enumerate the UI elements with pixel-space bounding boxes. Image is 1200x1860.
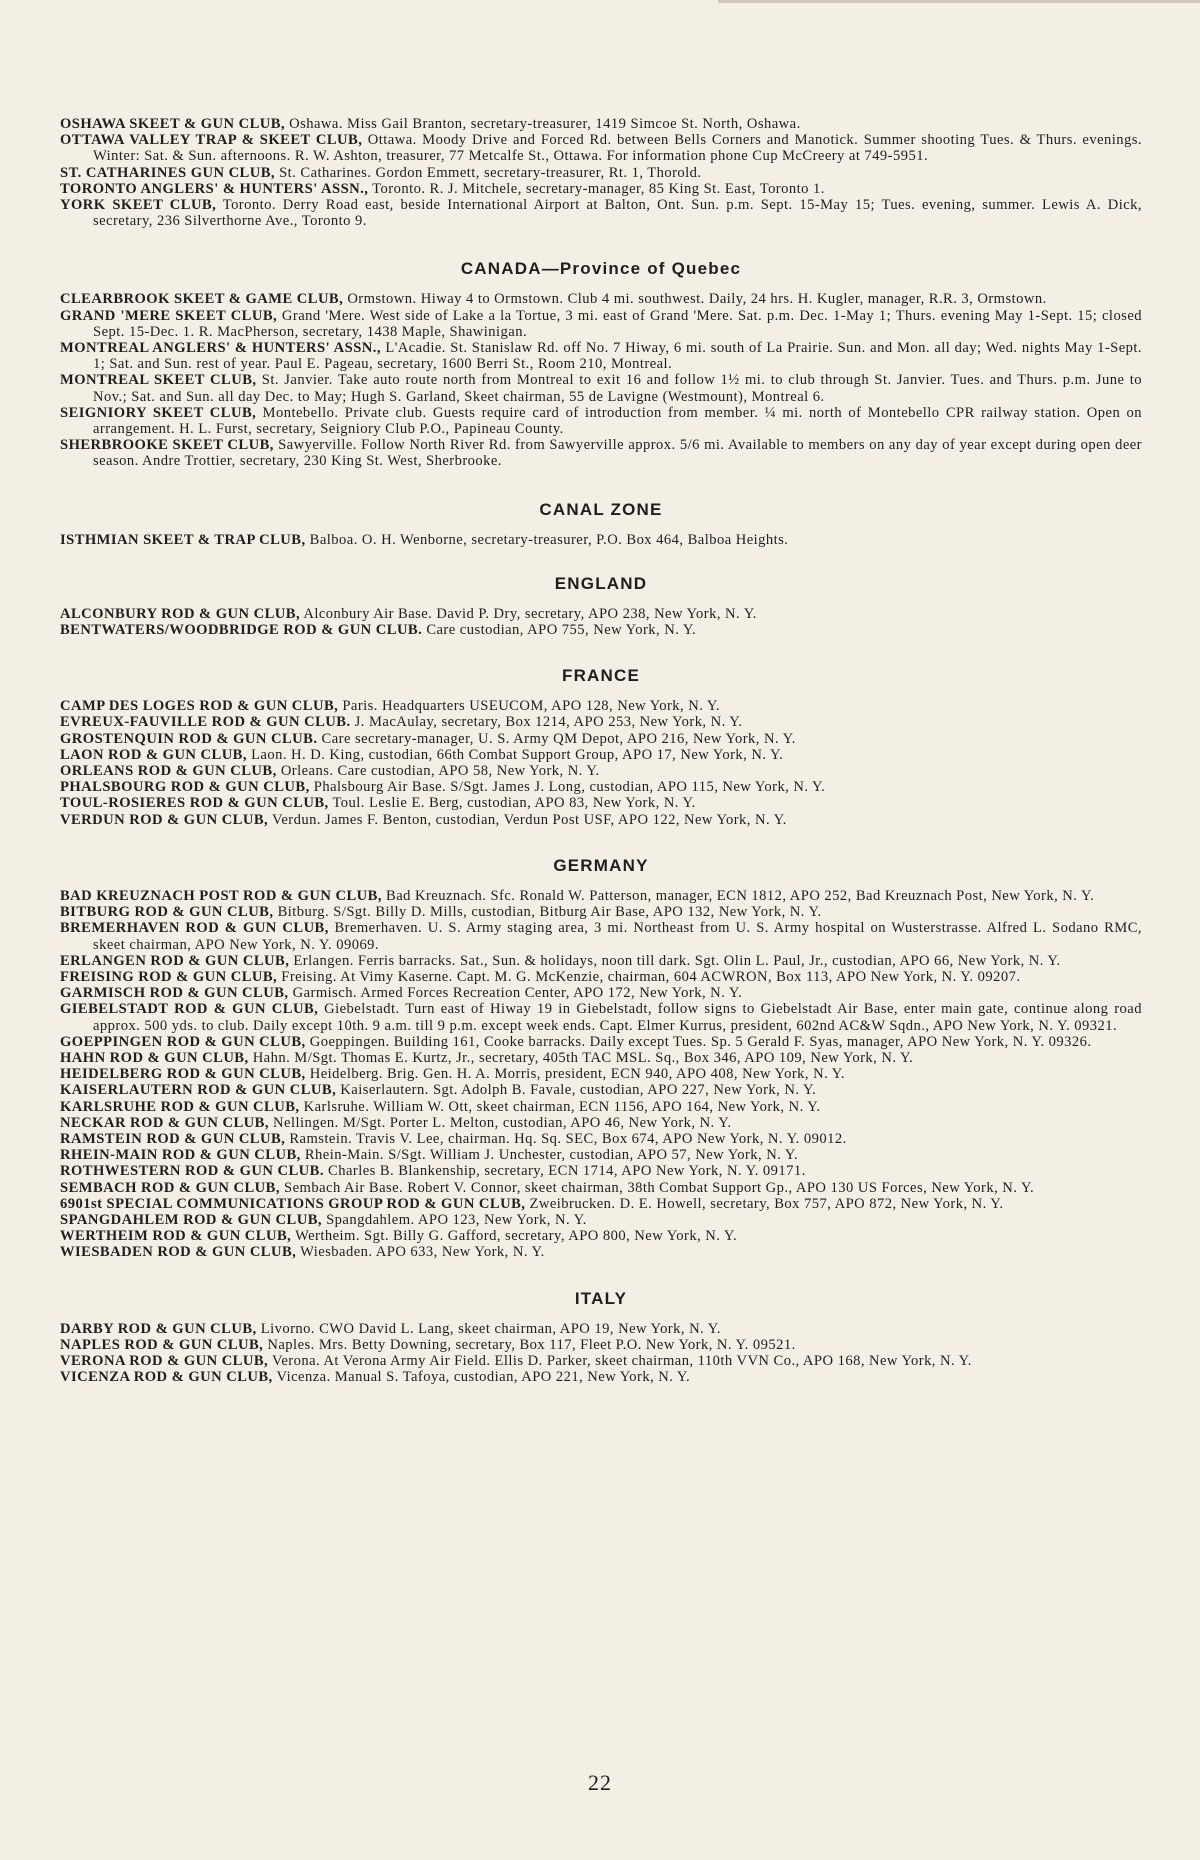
club-entry xyxy=(60,1099,1142,1115)
club-name: ALCONBURY ROD & GUN CLUB, xyxy=(60,605,301,622)
club-details: Spangdahlem. APO 123, New York, N. Y. xyxy=(322,1211,587,1228)
club-entry xyxy=(60,779,1142,795)
club-entry xyxy=(60,1244,1142,1260)
club-details: Grand 'Mere. West side of Lake a la Tortue, 3 mi. east of Grand 'Mere. Sat. p.m. Dec. 1-May 1; Thurs. evening May 1-Sept. 15; closed Sept. 15-Dec. 1. R. MacPherson, secretary, 1438 Maple, Shawinigan. xyxy=(93,307,1142,340)
directory-section xyxy=(60,500,1142,548)
club-name: ORLEANS ROD & GUN CLUB, xyxy=(60,763,277,780)
club-details: Sembach Air Base. Robert V. Connor, skeet chairman, 38th Combat Support Gp., APO 130 US Forces, New York, N. Y. xyxy=(279,1179,1035,1196)
club-details: Balboa. O. H. Wenborne, secretary-treasurer, P.O. Box 464, Balboa Heights. xyxy=(305,531,789,548)
club-details: Paris. Headquarters USEUCOM, APO 128, New York, N. Y. xyxy=(338,698,721,715)
club-details: Alconbury Air Base. David P. Dry, secretary, APO 238, New York, N. Y. xyxy=(300,605,757,622)
club-entry xyxy=(60,1163,1142,1179)
club-entry xyxy=(60,532,1142,548)
club-name: VERONA ROD & GUN CLUB, xyxy=(60,1352,269,1369)
club-details: Garmisch. Armed Forces Recreation Center, APO 172, New York, N. Y. xyxy=(288,985,743,1002)
club-name: RHEIN-MAIN ROD & GUN CLUB, xyxy=(60,1147,301,1164)
club-details: Freising. At Vimy Kaserne. Capt. M. G. McKenzie, chairman, 604 ACWRON, Box 113, APO New York, N. Y. 09207. xyxy=(277,968,1021,985)
club-details: Hahn. M/Sgt. Thomas E. Kurtz, Jr., secretary, 405th TAC MSL. Sq., Box 346, APO 109, New York, N. Y. xyxy=(248,1049,914,1066)
section-heading: CANAL ZONE xyxy=(539,499,663,519)
club-details: Laon. H. D. King, custodian, 66th Combat Support Group, APO 17, New York, N. Y. xyxy=(246,746,784,763)
club-details: Livorno. CWO David L. Lang, skeet chairman, APO 19, New York, N. Y. xyxy=(256,1320,721,1337)
club-name: KAISERLAUTERN ROD & GUN CLUB, xyxy=(60,1082,337,1099)
club-entry xyxy=(60,920,1142,952)
club-name: CAMP DES LOGES ROD & GUN CLUB, xyxy=(60,698,339,715)
club-name: GOEPPINGEN ROD & GUN CLUB, xyxy=(60,1033,306,1050)
club-name: SHERBROOKE SKEET CLUB, xyxy=(60,437,274,454)
club-details: Ramstein. Travis V. Lee, chairman. Hq. Sq. SEC, Box 674, APO New York, N. Y. 09012. xyxy=(285,1130,847,1147)
club-details: Toronto. R. J. Mitchele, secretary-manager, 85 King St. East, Toronto 1. xyxy=(368,180,825,197)
club-name: NAPLES ROD & GUN CLUB, xyxy=(60,1336,264,1353)
club-name: SEMBACH ROD & GUN CLUB, xyxy=(60,1179,280,1196)
club-entry xyxy=(60,132,1142,164)
club-entry xyxy=(60,1212,1142,1228)
club-entry xyxy=(60,1082,1142,1098)
club-name: HEIDELBERG ROD & GUN CLUB, xyxy=(60,1066,306,1083)
club-details: Oshawa. Miss Gail Branton, secretary-treasurer, 1419 Simcoe St. North, Oshawa. xyxy=(285,116,801,132)
club-details: Care secretary-manager, U. S. Army QM Depot, APO 216, New York, N. Y. xyxy=(317,730,796,747)
club-name: GRAND 'MERE SKEET CLUB, xyxy=(60,307,278,324)
club-name: OTTAWA VALLEY TRAP & SKEET CLUB, xyxy=(60,132,363,149)
club-entry xyxy=(60,812,1142,828)
club-entry xyxy=(60,308,1142,340)
club-details: Rhein-Main. S/Sgt. William J. Unchester, custodian, APO 57, New York, N. Y. xyxy=(300,1147,799,1164)
club-name: BENTWATERS/WOODBRIDGE ROD & GUN CLUB. xyxy=(60,622,423,639)
directory-section xyxy=(60,856,1142,1261)
club-entry xyxy=(60,731,1142,747)
section-heading: FRANCE xyxy=(561,666,641,686)
club-details: Charles B. Blankenship, secretary, ECN 1714, APO New York, N. Y. 09171. xyxy=(323,1163,806,1180)
club-name: GARMISCH ROD & GUN CLUB, xyxy=(60,985,289,1002)
club-entry xyxy=(60,437,1142,469)
club-entry xyxy=(60,291,1142,307)
club-name: ROTHWESTERN ROD & GUN CLUB. xyxy=(60,1163,324,1180)
club-entry xyxy=(60,340,1142,372)
club-entry xyxy=(60,372,1142,404)
club-entry xyxy=(60,1369,1142,1385)
club-entry xyxy=(60,606,1142,622)
club-details: Ormstown. Hiway 4 to Ormstown. Club 4 mi. southwest. Daily, 24 hrs. H. Kugler, manager, R.R. 3, Ormstown. xyxy=(343,291,1047,308)
club-name: GIEBELSTADT ROD & GUN CLUB, xyxy=(60,1001,319,1018)
club-name: ERLANGEN ROD & GUN CLUB, xyxy=(60,952,290,969)
club-name: OSHAWA SKEET & GUN CLUB, xyxy=(60,116,286,132)
club-details: Goeppingen. Building 161, Cooke barracks. Daily except Tues. Sp. 5 Gerald F. Syas, manager, APO New York, N. Y. 09326. xyxy=(305,1033,1092,1050)
club-name: BAD KREUZNACH POST ROD & GUN CLUB, xyxy=(60,887,382,904)
club-name: PHALSBOURG ROD & GUN CLUB, xyxy=(60,779,310,796)
club-name: MONTREAL SKEET CLUB, xyxy=(60,372,257,389)
club-details: Toul. Leslie E. Berg, custodian, APO 83, New York, N. Y. xyxy=(328,795,696,812)
club-entry xyxy=(60,1196,1142,1212)
directory-section xyxy=(60,666,1142,828)
club-name: FREISING ROD & GUN CLUB, xyxy=(60,968,278,985)
club-entry xyxy=(60,714,1142,730)
club-details: Verdun. James F. Benton, custodian, Verdun Post USF, APO 122, New York, N. Y. xyxy=(268,811,787,828)
club-details: Karlsruhe. William W. Ott, skeet chairman, ECN 1156, APO 164, New York, N. Y. xyxy=(299,1098,821,1115)
club-details: Nellingen. M/Sgt. Porter L. Melton, custodian, APO 46, New York, N. Y. xyxy=(268,1114,732,1131)
club-name: VICENZA ROD & GUN CLUB, xyxy=(60,1369,273,1386)
club-entry xyxy=(60,985,1142,1001)
club-name: SEIGNIORY SKEET CLUB, xyxy=(60,404,257,421)
club-entry xyxy=(60,1131,1142,1147)
club-entry xyxy=(60,904,1142,920)
club-details: Montebello. Private club. Guests require card of introduction from member. ¼ mi. north of Montebello CPR railway station. Open on arrangement. H. L. Furst, secretary, Seigniory Club P.O., Papineau County. xyxy=(93,404,1142,438)
club-name: RAMSTEIN ROD & GUN CLUB, xyxy=(60,1130,286,1147)
club-name: KARLSRUHE ROD & GUN CLUB, xyxy=(60,1098,300,1115)
club-name: DARBY ROD & GUN CLUB, xyxy=(60,1320,257,1337)
club-entry xyxy=(60,888,1142,904)
club-entry xyxy=(60,795,1142,811)
club-name: EVREUX-FAUVILLE ROD & GUN CLUB. xyxy=(60,714,351,731)
club-name: ST. CATHARINES GUN CLUB, xyxy=(60,164,276,181)
directory-section xyxy=(60,1289,1142,1386)
club-entry xyxy=(60,763,1142,779)
club-name: BITBURG ROD & GUN CLUB, xyxy=(60,904,274,921)
directory-section xyxy=(60,574,1142,638)
club-details: Orleans. Care custodian, APO 58, New York, N. Y. xyxy=(276,763,600,780)
directory-section xyxy=(60,259,1142,469)
club-name: WERTHEIM ROD & GUN CLUB, xyxy=(60,1228,292,1245)
club-entry xyxy=(60,698,1142,714)
club-entry xyxy=(60,1337,1142,1353)
club-details: L'Acadie. St. Stanislaw Rd. off No. 7 Hiway, 6 mi. south of La Prairie. Sun. and Mon. all day; Wed. nights May 1-Sept. 1; Sat. and Sun. rest of year. Paul E. Pageau, secretary, 1600 Berri St., Room 210, Montreal. xyxy=(93,340,1142,373)
club-details: Verona. At Verona Army Air Field. Ellis D. Parker, skeet chairman, 110th VVN Co., APO 168, New York, N. Y. xyxy=(268,1352,972,1369)
club-details: Sawyerville. Follow North River Rd. from Sawyerville approx. 5/6 mi. Available to members on any day of year except during open deer season. Andre Trottier, secretary, 230 King St. West, Sherbrooke. xyxy=(93,437,1142,470)
club-entry xyxy=(60,165,1142,181)
club-name: TORONTO ANGLERS' & HUNTERS' ASSN., xyxy=(60,180,369,197)
club-directory xyxy=(60,116,1142,1385)
club-name: YORK SKEET CLUB, xyxy=(60,197,217,214)
club-name: BREMERHAVEN ROD & GUN CLUB, xyxy=(60,920,329,937)
club-entry xyxy=(60,953,1142,969)
top-rule xyxy=(718,0,1200,3)
section-heading: GERMANY xyxy=(553,855,649,875)
club-details: J. MacAulay, secretary, Box 1214, APO 253, New York, N. Y. xyxy=(350,714,743,731)
club-entry xyxy=(60,1353,1142,1369)
club-entry xyxy=(60,1050,1142,1066)
club-details: Toronto. Derry Road east, beside International Airport at Balton, Ont. Sun. p.m. Sept. 15-May 15; Tues. evening, summer. Lewis A. Dick, secretary, 236 Silverthorne Ave., Toronto 9. xyxy=(93,197,1142,230)
club-name: GROSTENQUIN ROD & GUN CLUB. xyxy=(60,730,318,747)
club-entry xyxy=(60,622,1142,638)
club-details: Wertheim. Sgt. Billy G. Gafford, secretary, APO 800, New York, N. Y. xyxy=(291,1228,738,1245)
club-entry xyxy=(60,1066,1142,1082)
club-details: Ottawa. Moody Drive and Forced Rd. between Bells Corners and Manotick. Summer shooting Tues. & Thurs. evenings. Winter: Sat. & Sun. afternoons. R. W. Ashton, treasurer, 77 Metcalfe St., Ottawa. For information phone Cup McCreery at 749-5951. xyxy=(93,132,1142,165)
club-entry xyxy=(60,1321,1142,1337)
club-entry xyxy=(60,747,1142,763)
club-details: St. Catharines. Gordon Emmett, secretary-treasurer, Rt. 1, Thorold. xyxy=(275,164,702,181)
club-details: Bad Kreuznach. Sfc. Ronald W. Patterson, manager, ECN 1812, APO 252, Bad Kreuznach Post, New York, N. Y. xyxy=(381,887,1095,904)
club-name: ISTHMIAN SKEET & TRAP CLUB, xyxy=(60,531,306,548)
club-name: TOUL-ROSIERES ROD & GUN CLUB, xyxy=(60,795,329,812)
club-name: NECKAR ROD & GUN CLUB, xyxy=(60,1114,269,1131)
directory-section xyxy=(60,116,1142,229)
section-heading: ITALY xyxy=(574,1288,628,1308)
club-name: SPANGDAHLEM ROD & GUN CLUB, xyxy=(60,1211,323,1228)
section-heading: ENGLAND xyxy=(554,573,648,593)
club-name: WIESBADEN ROD & GUN CLUB, xyxy=(60,1244,297,1261)
club-entry xyxy=(60,969,1142,985)
club-details: Phalsbourg Air Base. S/Sgt. James J. Long, custodian, APO 115, New York, N. Y. xyxy=(309,779,826,796)
club-entry xyxy=(60,1034,1142,1050)
club-details: Giebelstadt. Turn east of Hiway 19 in Giebelstadt, follow signs to Giebelstadt Air Base, enter main gate, continue along road approx. 500 yds. to club. Daily except 10th. 9 a.m. till 9 p.m. except week ends. Capt. Elmer Kurrus, president, 602nd AC&W Sqdn., APO New York, N. Y. 09321. xyxy=(93,1001,1142,1034)
club-details: St. Janvier. Take auto route north from Montreal to exit 16 and follow 1½ mi. to club through St. Janvier. Tues. and Thurs. p.m. June to Nov.; Sat. and Sun. all day Dec. to May; Hugh S. Garland, Skeet chairman, 55 de Lavigne (Westmount), Montreal 6. xyxy=(93,372,1142,405)
club-name: 6901st SPECIAL COMMUNICATIONS GROUP ROD & GUN CLUB, xyxy=(60,1195,526,1212)
club-name: MONTREAL ANGLERS' & HUNTERS' ASSN., xyxy=(60,340,381,357)
club-details: Kaiserlautern. Sgt. Adolph B. Favale, custodian, APO 227, New York, N. Y. xyxy=(336,1082,817,1099)
club-entry xyxy=(60,1180,1142,1196)
club-name: VERDUN ROD & GUN CLUB, xyxy=(60,811,269,828)
club-entry xyxy=(60,1115,1142,1131)
club-details: Naples. Mrs. Betty Downing, secretary, Box 117, Fleet P.O. New York, N. Y. 09521. xyxy=(263,1336,796,1353)
club-name: HAHN ROD & GUN CLUB, xyxy=(60,1049,249,1066)
club-details: Erlangen. Ferris barracks. Sat., Sun. & holidays, noon till dark. Sgt. Olin L. Paul, Jr., custodian, APO 66, New York, N. Y. xyxy=(289,952,1061,969)
club-entry xyxy=(60,116,1142,132)
club-name: LAON ROD & GUN CLUB, xyxy=(60,746,247,763)
club-details: Bitburg. S/Sgt. Billy D. Mills, custodian, Bitburg Air Base, APO 132, New York, N. Y. xyxy=(273,904,822,921)
club-entry xyxy=(60,405,1142,437)
club-entry xyxy=(60,181,1142,197)
club-name: CLEARBROOK SKEET & GAME CLUB, xyxy=(60,291,344,308)
club-details: Zweibrucken. D. E. Howell, secretary, Box 757, APO 872, New York, N. Y. xyxy=(525,1195,1004,1212)
club-details: Heidelberg. Brig. Gen. H. A. Morris, president, ECN 940, APO 408, New York, N. Y. xyxy=(305,1066,845,1083)
page-number: 22 xyxy=(588,1770,612,1795)
club-entry xyxy=(60,1228,1142,1244)
club-entry xyxy=(60,1147,1142,1163)
club-entry xyxy=(60,1001,1142,1033)
club-details: Care custodian, APO 755, New York, N. Y. xyxy=(422,622,697,639)
club-details: Vicenza. Manual S. Tafoya, custodian, APO 221, New York, N. Y. xyxy=(272,1369,691,1386)
section-heading: CANADA—Province of Quebec xyxy=(460,259,742,279)
club-entry xyxy=(60,197,1142,229)
club-details: Wiesbaden. APO 633, New York, N. Y. xyxy=(296,1244,545,1261)
club-details: Bremerhaven. U. S. Army staging area, 3 mi. Northeast from U. S. Army hospital on Wusterstrasse. Alfred L. Sodano RMC, skeet chairman, APO New York, N. Y. 09069. xyxy=(93,920,1142,953)
